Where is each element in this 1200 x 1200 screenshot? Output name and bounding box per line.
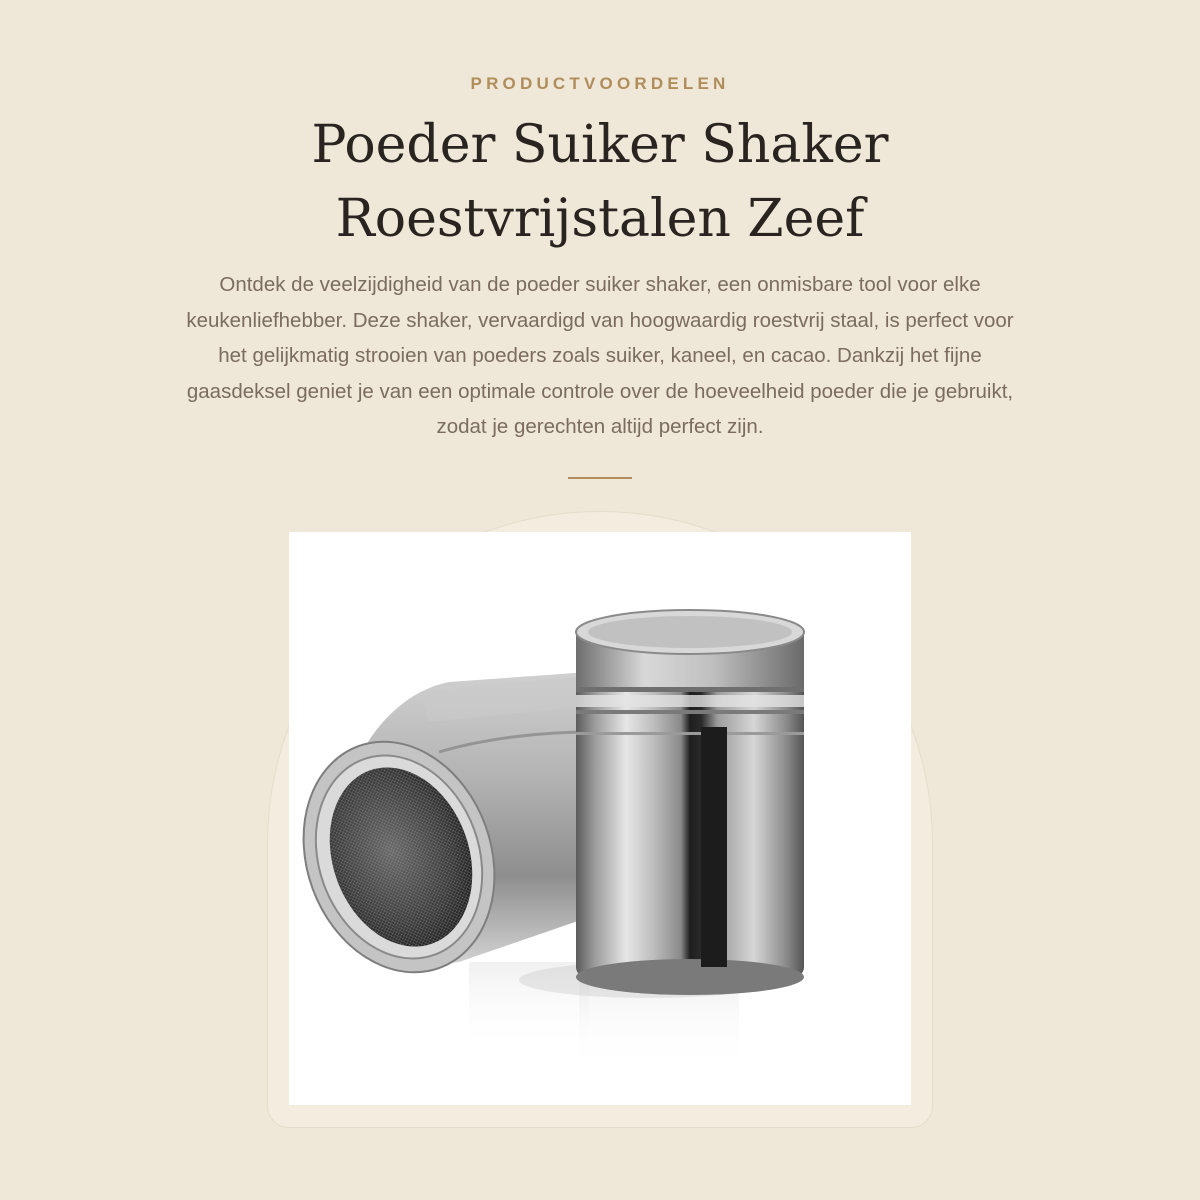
product-description: Ontdek de veelzijdigheid van de poeder suiker shaker, een onmisbare tool voor elke keukenliefhebber. Deze shaker, vervaardigd van hoogwaardig roestvrij staal, is perfect voor het gelijkmatig strooien van poeders zoals suiker, kaneel, en cacao. Dankzij het fijne gaasdeksel geniet je van een optimale controle over de hoeveelheid poeder die je gebruikt, zodat je gerechten altijd perfect zijn. bbox=[186, 273, 1014, 438]
title-line-2: Roestvrijstalen Zeef bbox=[335, 189, 865, 249]
title-line-1: Poeder Suiker Shaker bbox=[311, 115, 889, 175]
upright-shaker bbox=[576, 610, 804, 995]
reflection-left bbox=[469, 962, 589, 1052]
product-image bbox=[289, 532, 911, 1105]
section-eyebrow: PRODUCTVOORDELEN bbox=[470, 74, 730, 93]
tilted-shaker bbox=[289, 672, 604, 999]
page-title bbox=[0, 108, 1200, 256]
divider bbox=[568, 477, 632, 479]
shaker-illustration bbox=[289, 532, 911, 1105]
